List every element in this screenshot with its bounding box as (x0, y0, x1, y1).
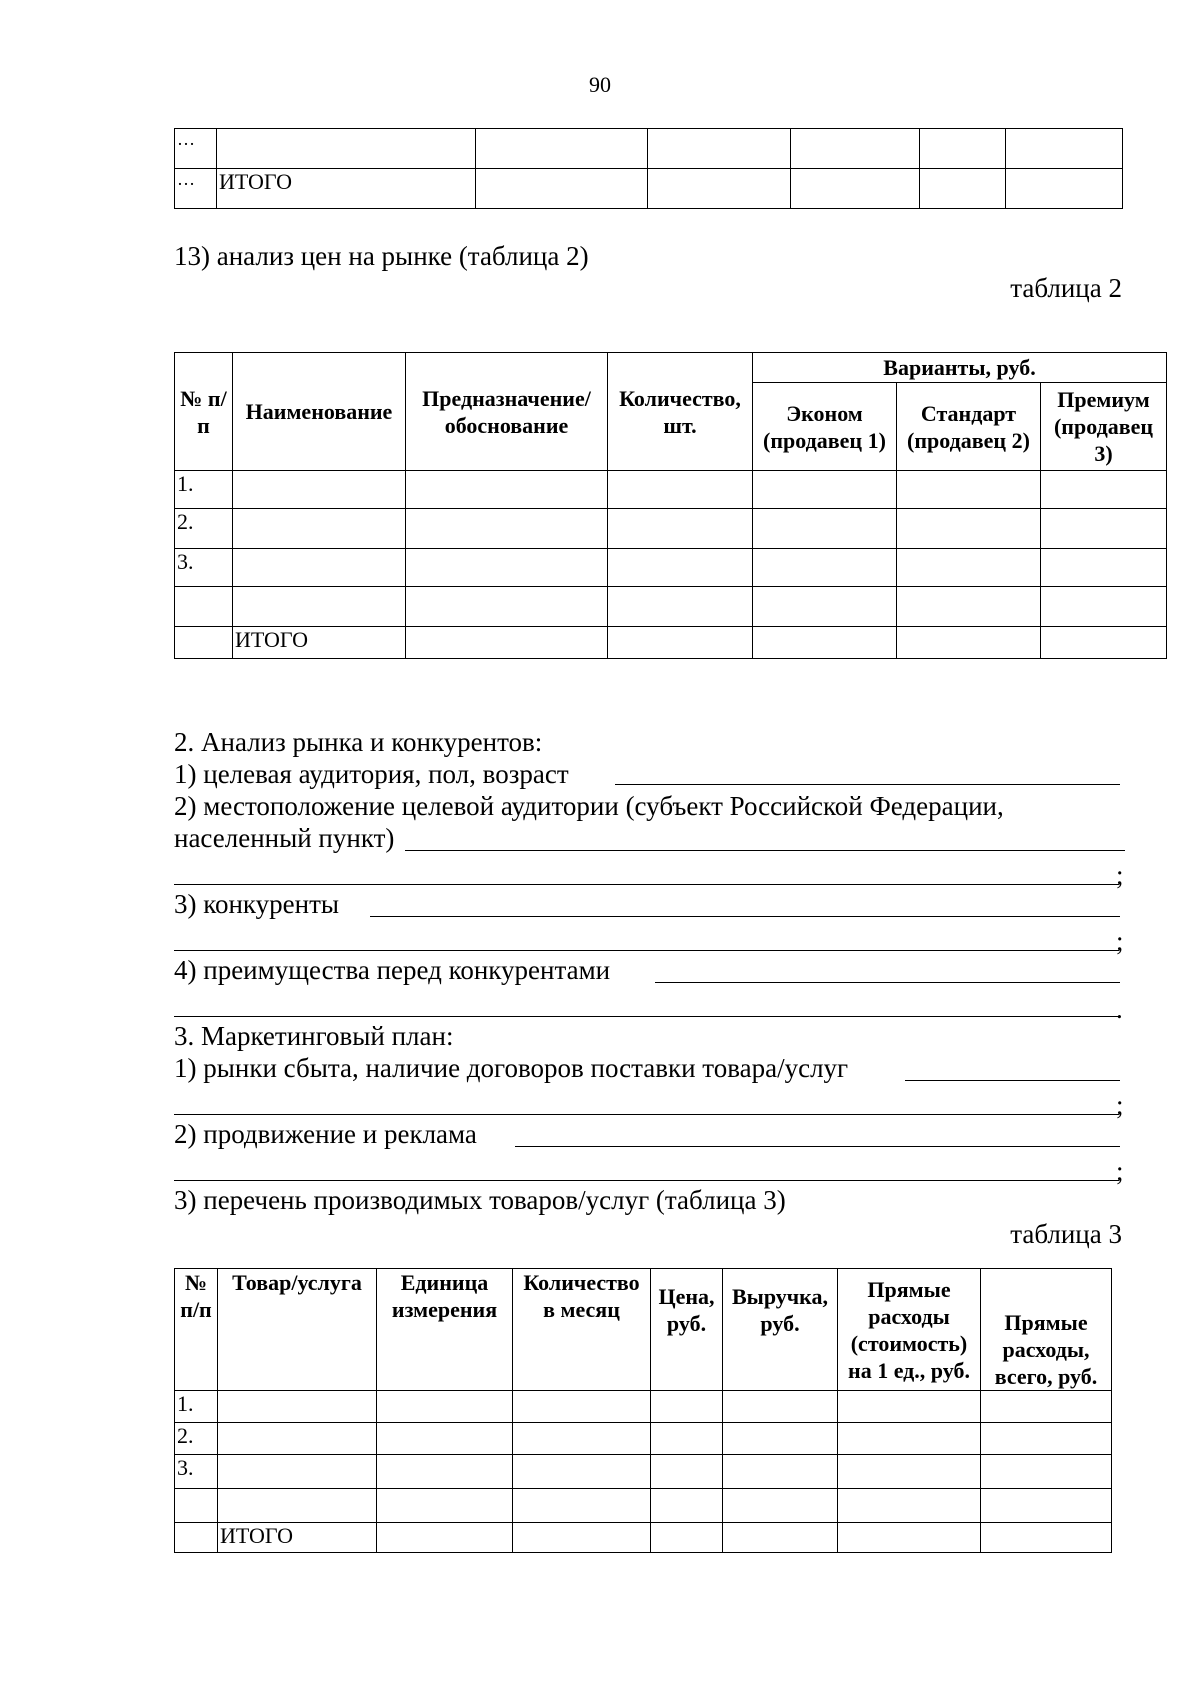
header-econom: Эконом (продавец 1) (753, 383, 897, 471)
row-number: 1. (175, 1391, 218, 1423)
table-row (175, 1489, 1112, 1523)
row-number (175, 1489, 218, 1523)
semicolon: ; (1116, 1090, 1124, 1120)
table-3-label: таблица 3 (1010, 1219, 1122, 1249)
table-1-continuation (174, 128, 1123, 209)
header-variants: Варианты, руб. (753, 353, 1167, 383)
row-number (175, 587, 233, 627)
header-unit: Единица измерения (377, 1269, 513, 1391)
fill-line[interactable] (515, 1146, 1120, 1147)
fill-line[interactable] (615, 784, 1120, 785)
header-direct-total: Прямые расходы, всего, руб. (981, 1269, 1112, 1391)
period: . (1116, 994, 1123, 1024)
header-purpose: Предназначение/ обоснование (406, 353, 608, 471)
page-number: 90 (589, 72, 611, 97)
row-name (217, 129, 476, 169)
section-3-item-1: 1) рынки сбыта, наличие договоров поставки товара/услуг (174, 1053, 849, 1083)
section-3-item-3: 3) перечень производимых товаров/услуг (таблица 3) (174, 1185, 786, 1215)
table-row (175, 1391, 1112, 1423)
fill-line[interactable] (174, 884, 1119, 885)
semicolon: ; (1116, 860, 1124, 890)
header-direct-unit: Прямые расходы (стоимость) на 1 ед., руб. (838, 1269, 981, 1391)
fill-line[interactable] (370, 916, 1120, 917)
header-revenue: Выручка, руб. (723, 1269, 838, 1391)
table-row-total (175, 627, 1167, 659)
fill-line[interactable] (174, 1180, 1119, 1181)
table-row (175, 549, 1167, 587)
table-row (175, 1423, 1112, 1455)
table-row (175, 471, 1167, 509)
fill-line[interactable] (655, 982, 1120, 983)
row-number: 3. (175, 549, 233, 587)
fill-line[interactable] (174, 1114, 1119, 1115)
section-2-item-2: 2) местоположение целевой аудитории (субъект Российской Федерации, (174, 791, 1004, 821)
section-2-item-2-cont: населенный пункт) (174, 823, 395, 853)
row-total-label: ИТОГО (233, 627, 406, 659)
row-number: 1. (175, 471, 233, 509)
semicolon: ; (1116, 926, 1124, 956)
fill-line[interactable] (905, 1080, 1120, 1081)
row-number: 2. (175, 1423, 218, 1455)
table-row (175, 129, 1123, 169)
row-total-label: ИТОГО (218, 1523, 377, 1553)
fill-line[interactable] (405, 850, 1125, 851)
section-13-text: 13) анализ цен на рынке (таблица 2) (174, 241, 589, 271)
table-row (175, 587, 1167, 627)
table-3-products (174, 1268, 1112, 1553)
header-standard: Стандарт (продавец 2) (897, 383, 1041, 471)
row-number: … (175, 129, 217, 169)
row-number: 2. (175, 509, 233, 549)
semicolon: ; (1116, 1156, 1124, 1186)
row-name: ИТОГО (217, 169, 476, 209)
section-2-item-3: 3) конкуренты (174, 889, 340, 919)
row-number: 3. (175, 1455, 218, 1489)
section-2-item-4: 4) преимущества перед конкурентами (174, 955, 611, 985)
header-quantity: Количество, шт. (608, 353, 753, 471)
section-3-item-2: 2) продвижение и реклама (174, 1119, 477, 1149)
header-quantity: Количество в месяц (513, 1269, 651, 1391)
fill-line[interactable] (174, 1016, 1119, 1017)
table-2-prices (174, 352, 1167, 659)
table-row-total (175, 1523, 1112, 1553)
table-2-label: таблица 2 (1010, 273, 1122, 303)
header-price: Цена, руб. (651, 1269, 723, 1391)
header-name: Наименование (233, 353, 406, 471)
header-premium: Премиум (продавец 3) (1041, 383, 1167, 471)
section-3-title: 3. Маркетинговый план: (174, 1021, 454, 1051)
table-row (175, 1455, 1112, 1489)
section-2-item-1: 1) целевая аудитория, пол, возраст (174, 759, 569, 789)
table-row-total (175, 169, 1123, 209)
table-row (175, 509, 1167, 549)
header-num: № п/п (175, 353, 233, 471)
row-number: … (175, 169, 217, 209)
section-2-title: 2. Анализ рынка и конкурентов: (174, 727, 543, 757)
header-num: № п/п (175, 1269, 218, 1391)
fill-line[interactable] (174, 950, 1119, 951)
header-product: Товар/услуга (218, 1269, 377, 1391)
